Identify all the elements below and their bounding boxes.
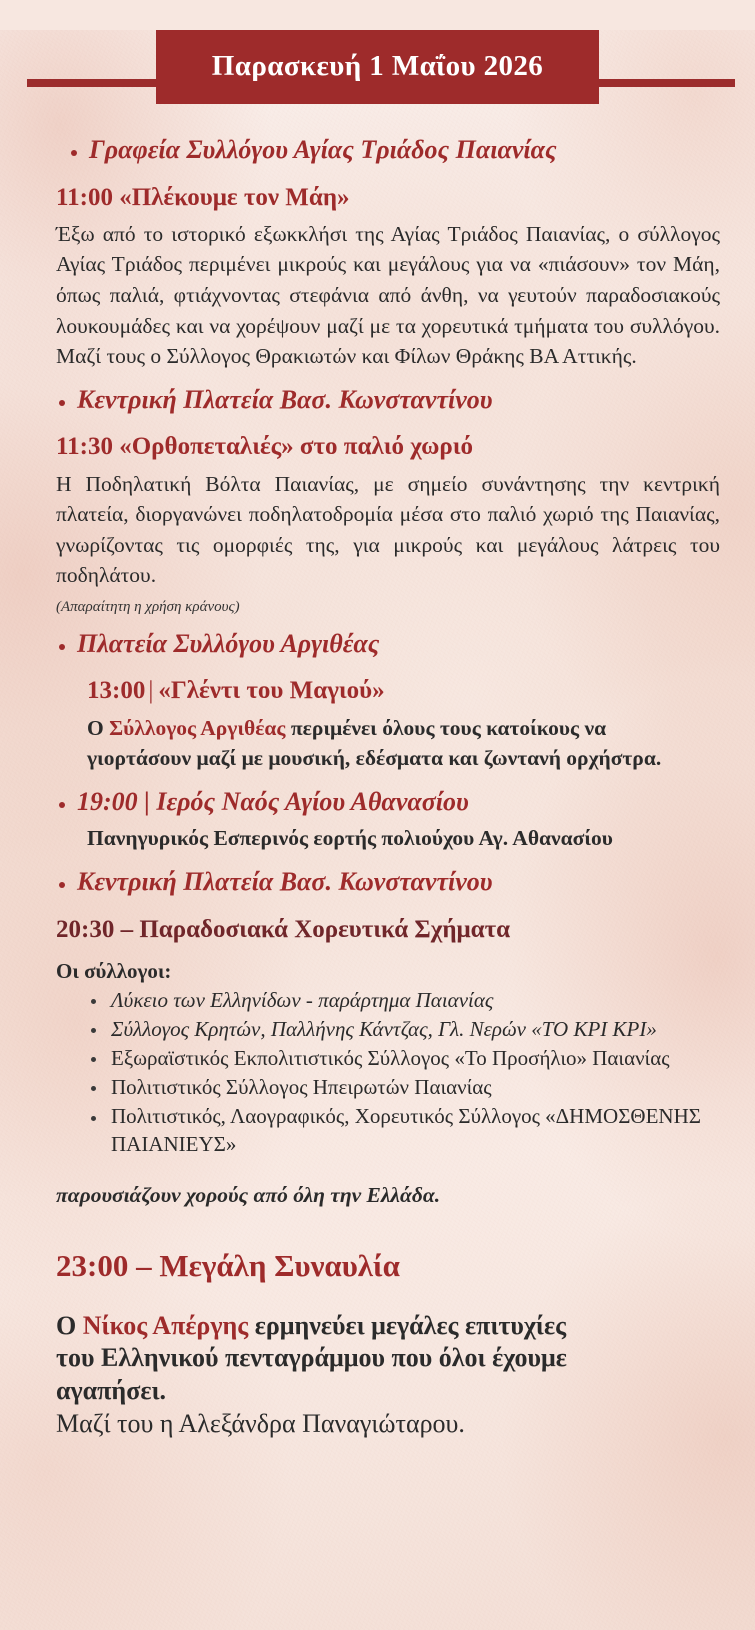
event-description-plekoume-ton-mai: Έξω από το ιστορικό εξωκκλήσι της Αγίας Τριάδος Παιανίας, ο σύλλογος Αγίας Τριάδος περιμένει μικρούς και μεγάλους για να «πιάσουν» τον Μάη, όπως παλιά, φτιάχνοντας στεφάνια από άνθη, να γευτούν παραδοσιακούς λουκουμάδες και να χορέψουν μαζί με τα χορευτικά τμήματα του συλλόγου. Μαζί τους ο Σύλλογος Θρακιωτών και Φίλων Θράκης ΒΑ Αττικής.	[56, 221, 720, 369]
section-agia-triada	[27, 134, 728, 372]
list-item: Σύλλογος Κρητών, Παλλήνης Κάντζας, Γλ. Νερών «ΤΟ ΚΡΙ ΚΡΙ»	[89, 1015, 708, 1043]
associations-closing: παρουσιάζουν χορούς από όλη την Ελλάδα.	[56, 1182, 441, 1207]
glenti-details	[27, 675, 728, 773]
event-title-plekoume-ton-mai: 11:00 «Πλέκουμε τον Μάη»	[56, 183, 350, 211]
glenti-desc-lead: Ο	[87, 715, 110, 740]
event-title-megali-synavlia: 23:00 – Μεγάλη Συναυλία	[56, 1247, 400, 1283]
venue-kentriki-plateia-1: Κεντρική Πλατεία Βασ. Κωνσταντίνου	[27, 384, 728, 416]
section-horeftika-schimata	[27, 866, 728, 1208]
section-megali-synavlia	[27, 1248, 728, 1441]
event-description-glenti	[87, 713, 728, 774]
synavlia-rest: ερμηνεύει μεγάλες επιτυχίες του Ελληνικού πενταγράμμου που όλοι έχουμε αγαπήσει.	[56, 1310, 567, 1406]
event-time-glenti: 13:00	[87, 677, 146, 705]
event-title-glenti	[87, 675, 728, 706]
time-separator-icon: |	[148, 677, 154, 705]
glenti-desc-rest: περιμένει όλους τους κατοίκους να γιορτάσουν μαζί με μουσική, εδέσματα και ζωντανή ορχήστρα.	[87, 715, 662, 771]
venue-ieros-naos-agiou-athanasiou: 19:00 | Ιερός Ναός Αγίου Αθανασίου	[27, 786, 728, 818]
section-orthopetalies	[27, 384, 728, 616]
associations-list	[27, 986, 728, 1159]
poster-content	[0, 30, 755, 1630]
event-description-orthopetalies: Η Ποδηλατική Βόλτα Παιανίας, με σημείο συνάντησης την κεντρική πλατεία, διοργανώνει ποδηλατοδρομία μέσα στο παλιό χωριό της Παιανίας, γνωρίζοντας τις ομορφιές της, για μικρούς και μεγάλους λάτρεις του ποδηλάτου.	[56, 471, 720, 588]
artist-name-nikos-apergis: Νίκος Απέργης	[82, 1310, 249, 1340]
event-title-orthopetalies: 11:30 «Ορθοπεταλιές» στο παλιό χωριό	[56, 433, 473, 461]
guest-artist-line: Μαζί του η Αλεξάνδρα Παναγιώταρου.	[56, 1408, 465, 1438]
event-name-glenti: «Γλέντι του Μαγιού»	[158, 677, 385, 705]
header-rule-right	[598, 79, 735, 87]
venue-agia-triada: Γραφεία Συλλόγου Αγίας Τριάδος Παιανίας	[27, 134, 728, 166]
section-esperinos	[27, 786, 728, 854]
synavlia-lead: Ο	[56, 1310, 83, 1340]
event-description-esperinos: Πανηγυρικός Εσπερινός εορτής πολιούχου Αγ. Αθανασίου	[87, 826, 613, 851]
event-title-horeftika-schimata: 20:30 – Παραδοσιακά Χορευτικά Σχήματα	[56, 915, 511, 943]
list-item: Εξωραϊστικός Εκπολιτιστικός Σύλλογος «Το Προσήλιο» Παιανίας	[89, 1044, 708, 1072]
list-item: Λύκειο των Ελληνίδων - παράρτημα Παιανίας	[89, 986, 708, 1014]
date-banner: Παρασκευή 1 Μαΐου 2026	[156, 30, 599, 104]
venue-kentriki-plateia-2: Κεντρική Πλατεία Βασ. Κωνσταντίνου	[27, 866, 728, 898]
esperinos-details	[27, 823, 728, 854]
poster-body	[0, 134, 755, 1441]
section-glenti-tou-magiou	[27, 628, 728, 774]
list-item: Πολιτιστικός, Λαογραφικός, Χορευτικός Σύλλογος «ΔΗΜΟΣΘΕΝΗΣ ΠΑΙΑΝΙΕΥΣ»	[89, 1102, 708, 1158]
list-item: Πολιτιστικός Σύλλογος Ηπειρωτών Παιανίας	[89, 1073, 708, 1101]
helmet-required-note: (Απαραίτητη η χρήση κράνους)	[56, 598, 240, 615]
poster-header	[0, 30, 755, 122]
associations-label: Οι σύλλογοι:	[56, 958, 172, 983]
glenti-desc-highlight: Σύλλογος Αργιθέας	[109, 715, 286, 740]
venue-plateia-argitheas: Πλατεία Συλλόγου Αργιθέας	[27, 628, 728, 660]
event-description-megali-synavlia	[27, 1310, 728, 1408]
